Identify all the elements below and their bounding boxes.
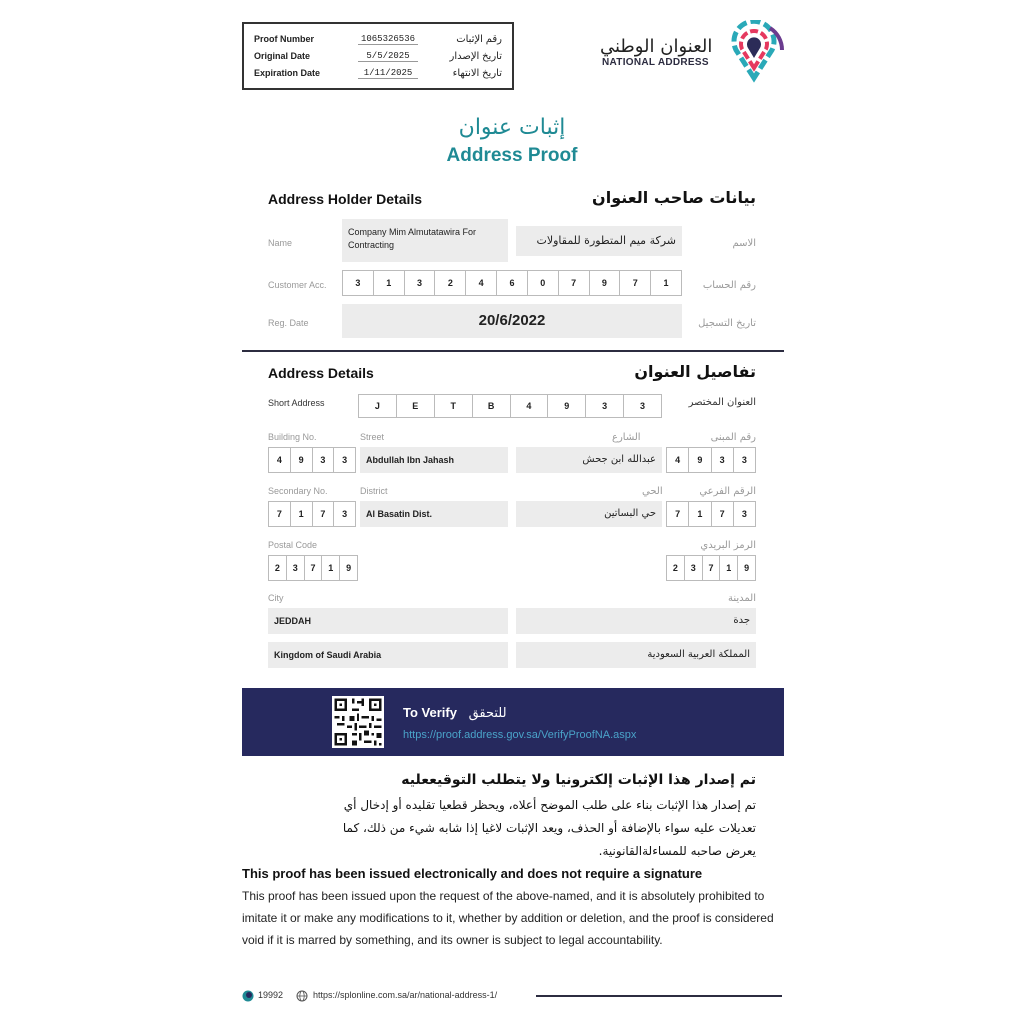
street-label-ar: الشارع	[612, 432, 641, 443]
page-title: Address Proof	[446, 145, 578, 166]
original-date-label: Original Date	[254, 51, 311, 61]
expiration-date-row	[254, 68, 502, 84]
district-label-ar: الحي	[642, 486, 663, 497]
qr-code-icon[interactable]	[332, 696, 384, 748]
customer-acc-label-ar: رقم الحساب	[702, 280, 756, 291]
digit-cell: J	[359, 395, 397, 417]
proof-info-box	[242, 22, 514, 90]
digit-cell: 3	[287, 556, 305, 580]
district-field-ar: حي البساتين	[516, 501, 662, 527]
secondary-label-ar: الرقم الفرعي	[699, 486, 756, 497]
original-date-value: 5/5/2025	[358, 51, 418, 62]
verify-label-ar: للتحقق	[468, 706, 507, 721]
footer-divider	[536, 995, 782, 997]
digit-cell: T	[435, 395, 473, 417]
digit-cell: 9	[689, 448, 711, 472]
holder-section-heading: Address Holder Details	[268, 191, 423, 207]
expiration-date-label-ar: تاريخ الانتهاء	[452, 68, 502, 79]
notice-heading-en: This proof has been issued electronically and does not require a signature	[242, 866, 703, 881]
digit-cell: 0	[528, 271, 559, 295]
secondary-digits-ar	[666, 501, 756, 527]
digit-cell: B	[473, 395, 511, 417]
city-label-ar: المدينة	[727, 593, 756, 604]
digit-cell: 6	[497, 271, 528, 295]
building-digits-ar	[666, 447, 756, 473]
country-field: Kingdom of Saudi Arabia	[268, 642, 508, 668]
customer-acc-label: Customer Acc.	[268, 280, 327, 290]
digit-cell: 4	[667, 448, 689, 472]
digit-cell: 7	[667, 502, 689, 526]
digit-cell: 9	[548, 395, 586, 417]
verify-banner	[242, 688, 784, 756]
building-label-ar: رقم المبنى	[710, 432, 756, 443]
digit-cell: 3	[586, 395, 624, 417]
notice-line2-ar: تعديلات عليه سواء بالإضافة أو الحذف، ويعد الإثبات لاغيا إذا شابه شيء من ذلك، كما	[342, 821, 756, 835]
postal-code-digits-ar	[666, 555, 756, 581]
short-address-label-ar: العنوان المختصر	[688, 397, 756, 408]
digit-cell: 1	[291, 502, 313, 526]
expiration-date-label: Expiration Date	[254, 68, 321, 78]
digit-cell: 1	[322, 556, 340, 580]
original-date-row	[254, 51, 502, 67]
digit-cell: 2	[435, 271, 466, 295]
name-label-ar: الاسم	[732, 238, 756, 249]
reg-date-field: 20/6/2022	[342, 304, 682, 338]
street-label: Street	[360, 432, 385, 442]
digit-cell: 9	[291, 448, 313, 472]
digit-cell: 1	[689, 502, 711, 526]
digit-cell: 7	[703, 556, 721, 580]
national-address-logo-icon	[722, 20, 786, 84]
digit-cell: 9	[590, 271, 621, 295]
digit-cell: 7	[269, 502, 291, 526]
page-title-ar: إثبات عنوان	[458, 115, 566, 140]
street-field-ar: عبدالله ابن جحش	[516, 447, 662, 473]
country-field-ar: المملكة العربية السعودية	[516, 642, 756, 668]
logo-text-ar: العنوان الوطني	[600, 36, 713, 57]
district-label: District	[360, 486, 388, 496]
secondary-digits	[268, 501, 356, 527]
building-digits	[268, 447, 356, 473]
name-field-ar: شركة ميم المتطورة للمقاولات	[516, 226, 682, 256]
proof-number-row	[254, 34, 502, 50]
street-field: Abdullah Ibn Jahash	[360, 447, 508, 473]
link-icon	[296, 990, 308, 1002]
notice-line3-ar: يعرض صاحبه للمساءلةالقانونية.	[598, 844, 756, 858]
digit-cell: 3	[712, 448, 734, 472]
digit-cell: 1	[720, 556, 738, 580]
verify-link[interactable]: https://proof.address.gov.sa/VerifyProofNA.aspx	[403, 729, 637, 741]
proof-number-label-ar: رقم الإثبات	[456, 34, 502, 45]
digit-cell: 3	[640, 401, 646, 411]
digit-cell: 7	[313, 502, 335, 526]
city-field-ar: جدة	[516, 608, 756, 634]
section-divider	[242, 350, 784, 352]
notice-heading-ar: تم إصدار هذا الإثبات إلكترونيا ولا يتطلب التوقيععليه	[401, 772, 756, 788]
digit-cell: 1	[374, 271, 405, 295]
proof-number-value: 1065326536	[358, 34, 418, 45]
logo-text-en: NATIONAL ADDRESS	[602, 57, 709, 68]
customer-acc-digits	[342, 270, 682, 296]
postal-code-digits	[268, 555, 358, 581]
notice-body-en: This proof has been issued upon the request of the above-named, and it is absolutely prohibited to imitate it or make any modifications to it, whether by addition or deletion, and the proof is considered void if it is marred by something, and its owner is subject to legal accountability.	[242, 889, 774, 947]
digit-cell: 7	[712, 502, 734, 526]
digit-cell: 3	[405, 271, 436, 295]
holder-section-heading-ar: بيانات صاحب العنوان	[592, 188, 756, 207]
digit-cell: 3	[343, 271, 374, 295]
name-field: Company Mim Almutatawira For Contracting	[342, 219, 508, 262]
digit-cell: 4	[466, 271, 497, 295]
verify-label-en: To Verify	[403, 705, 457, 720]
digit-cell: 4	[511, 395, 549, 417]
digit-cell: 7	[305, 556, 323, 580]
district-field: Al Basatin Dist.	[360, 501, 508, 527]
original-date-label-ar: تاريخ الإصدار	[449, 51, 502, 62]
footer-count: 19992	[258, 990, 284, 1000]
digit-cell: 4	[269, 448, 291, 472]
address-section-heading-ar: تفاصيل العنوان	[634, 362, 756, 381]
digit-cell: 7	[620, 271, 651, 295]
digit-cell: 2	[269, 556, 287, 580]
building-label: Building No.	[268, 432, 317, 442]
digit-cell: 3	[741, 509, 747, 519]
city-label: City	[268, 593, 284, 603]
name-label: Name	[268, 238, 293, 248]
digit-cell: 7	[559, 271, 590, 295]
digit-cell: 1	[663, 278, 669, 288]
digit-cell: E	[397, 395, 435, 417]
digit-cell: 3	[685, 556, 703, 580]
digit-cell: 9	[346, 563, 352, 573]
postal-code-label-ar: الرمز البريدي	[700, 540, 756, 551]
reg-date-label-ar: تاريخ التسجيل	[698, 318, 756, 329]
digit-cell: 2	[667, 556, 685, 580]
splonline-logo-icon	[242, 990, 254, 1002]
reg-date-label: Reg. Date	[268, 318, 309, 328]
address-section-heading: Address Details	[268, 365, 374, 381]
digit-cell: 3	[741, 455, 747, 465]
postal-code-label: Postal Code	[268, 540, 318, 550]
digit-cell: 9	[744, 563, 750, 573]
verify-label	[403, 705, 507, 721]
expiration-date-value: 1/11/2025	[358, 68, 418, 79]
proof-number-label: Proof Number	[254, 34, 315, 44]
digit-cell: 3	[313, 448, 335, 472]
short-address-digits	[358, 394, 662, 418]
short-address-label: Short Address	[268, 398, 325, 408]
digit-cell: 3	[342, 509, 348, 519]
notice-line1-ar: تم إصدار هذا الإثبات بناء على طلب الموضح أعلاه، ويحظر قطعيا تقليده أو إدخال أي	[343, 798, 756, 812]
secondary-label: Secondary No.	[268, 486, 328, 496]
footer-url[interactable]: https://splonline.com.sa/ar/national-address-1/	[313, 990, 498, 1000]
city-field: JEDDAH	[268, 608, 508, 634]
digit-cell: 3	[342, 455, 348, 465]
